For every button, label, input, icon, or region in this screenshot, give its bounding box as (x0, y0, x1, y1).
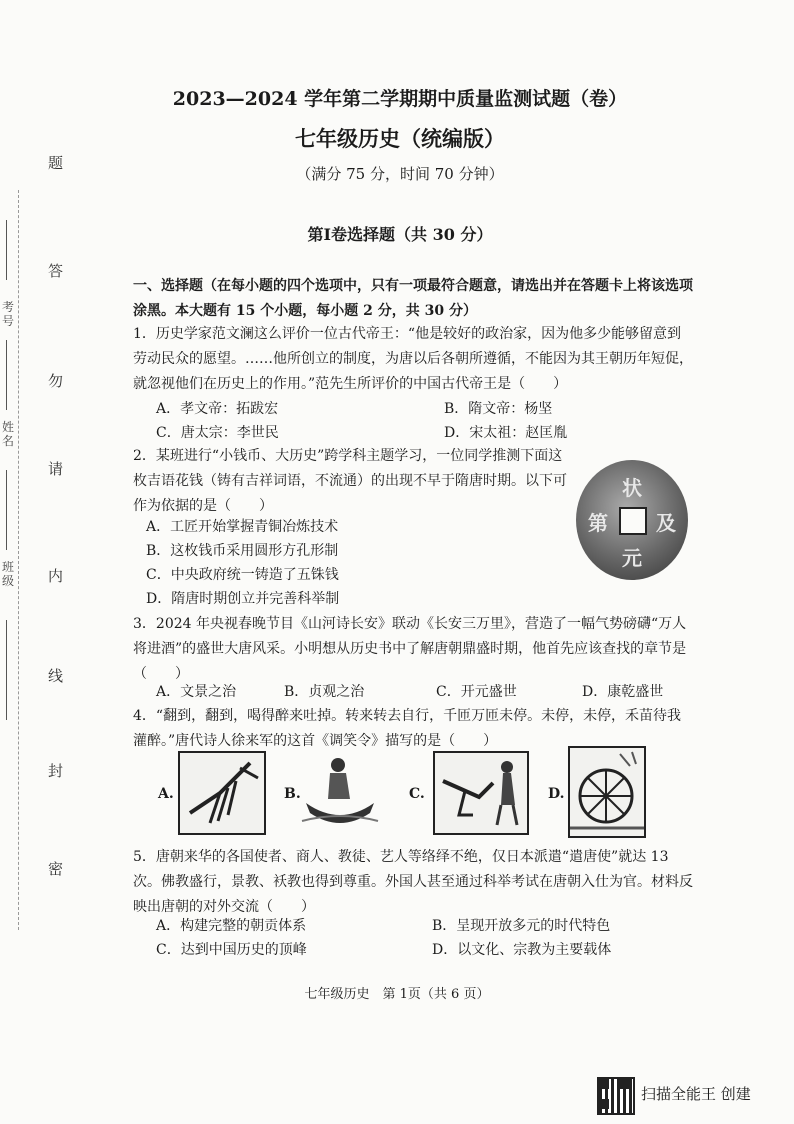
curved-plow-icon (180, 753, 264, 833)
waterwheel-icon (570, 748, 644, 836)
scanner-watermark: 扫描全能王 创建 (641, 1085, 751, 1103)
coin-char: 第 (588, 511, 608, 535)
q5-option-a: A．构建完整的朝贡体系 (156, 918, 307, 934)
q4-option-c-label: C. (409, 786, 425, 802)
q1-option-a: A．孝文帝：拓跋宏 (156, 401, 279, 417)
q2-option-b: B．这枚钱币采用圆形方孔形制 (146, 543, 339, 559)
question-2-stem: 2．某班进行“小钱币、大历史”跨学科主题学习，一位同学推测下面这枚吉语花钱（铸有吉祥词语，不流通）的出现不早于隋唐时期。以下可作为依据的是（ ） (133, 448, 567, 514)
section-instruction (133, 274, 693, 324)
exam-note: （满分 75 分，时间 70 分钟） (296, 165, 504, 183)
q4-option-a-label: A. (158, 786, 174, 802)
binding-char: 内 (48, 567, 64, 585)
q2-option-c: C．中央政府统一铸造了五铢钱 (146, 567, 339, 583)
exam-title: 2023—2024 学年第二学期期中质量监测试题（卷） (172, 88, 628, 110)
coin-char: 元 (622, 546, 642, 570)
question-3-stem: 3．2024 年央视春晚节目《山河诗长安》联动《长安三万里》，营造了一幅气势磅礴“万人将进酒”的盛世大唐风采。小明想从历史书中了解唐朝鼎盛时期，他首先应该查找的章节是（ ） (133, 616, 687, 682)
section-title: 第Ⅰ卷选择题（共 30 分） (307, 225, 493, 244)
page-footer: 七年级历史 第 1页（共 6 页） (304, 987, 490, 1002)
q5-option-b: B．呈现开放多元的时代特色 (432, 918, 611, 934)
binding-margin (0, 0, 100, 1124)
curved-plow-image (178, 751, 266, 835)
q4-option-d-label: D. (548, 786, 565, 802)
coin-char: 状 (622, 476, 642, 500)
qr-code-icon (597, 1077, 635, 1115)
name-mark: 姓名 (2, 420, 15, 448)
q3-option-d: D．康乾盛世 (582, 684, 664, 700)
coin-square-hole (619, 507, 647, 535)
binding-char: 封 (48, 762, 64, 780)
fill-line (6, 340, 7, 410)
instruction-text: 一、选择题（在每小题的四个选项中，只有一项最符合题意，请选出并在答题卡上将该选项涂黑。本大题有 15 个小题，每小题 2 分，共 30 分） (133, 278, 693, 319)
binding-char: 答 (48, 262, 64, 280)
exam-subtitle: 七年级历史（统编版） (295, 126, 505, 151)
binding-char: 题 (48, 154, 64, 172)
binding-dashed-line (18, 190, 19, 930)
coin-image (576, 460, 688, 580)
q4-option-b-label: B. (284, 786, 301, 802)
plough-farmer-icon (435, 753, 527, 833)
binding-char: 勿 (48, 372, 64, 390)
binding-char: 密 (48, 860, 64, 878)
binding-char: 线 (48, 667, 64, 685)
question-1-stem: 1．历史学家范文澜这么评价一位古代帝王：“他是较好的政治家，因为他多少能够留意到劳动民众的愿望。……他所创立的制度，为唐以后各朝所遵循，不能因为其王朝历年短促，就忽视他们在历史上的作用。”范先生所评价的中国古代帝王是（ ） (133, 326, 693, 392)
q2-option-d: D．隋唐时期创立并完善科举制 (146, 591, 340, 607)
plough-farmer-image (433, 751, 529, 835)
binding-char: 请 (48, 460, 64, 478)
q3-option-c: C．开元盛世 (436, 684, 517, 700)
fill-line (6, 220, 7, 280)
exam-number-mark: 考号 (2, 300, 15, 328)
waterwheel-image (568, 746, 646, 838)
q3-option-a: A．文景之治 (156, 684, 237, 700)
q1-option-b: B．隋文帝：杨坚 (444, 401, 553, 417)
boat-person-image (300, 751, 380, 831)
q5-option-c: C．达到中国历史的顶峰 (156, 942, 307, 958)
q5-option-d: D．以文化、宗教为主要载体 (432, 942, 612, 958)
q1-option-c: C．唐太宗：李世民 (156, 425, 279, 441)
q1-option-d: D．宋太祖：赵匡胤 (444, 425, 568, 441)
question-4-stem: 4．“翻到，翻到，喝得醉来吐掉。转来转去自行，千匝万匝未停。未停，未停，禾苗待我灌醉。”唐代诗人徐来军的这首《调笑令》描写的是（ ） (133, 708, 682, 749)
boat-person-icon (300, 751, 380, 831)
fill-line (6, 470, 7, 550)
class-mark: 班级 (2, 560, 15, 588)
coin-char: 及 (656, 511, 676, 535)
fill-line (6, 620, 7, 720)
q3-option-b: B．贞观之治 (284, 684, 365, 700)
question-5-stem: 5．唐朝来华的各国使者、商人、教徒、艺人等络绎不绝，仅日本派遣“遣唐使”就达 13 次。佛教盛行，景教、袄教也得到尊重。外国人甚至通过科举考试在唐朝入仕为官。材料反映出唐朝的对外交流（ ） (133, 849, 693, 915)
q2-option-a: A．工匠开始掌握青铜冶炼技术 (146, 519, 339, 535)
exam-header (120, 72, 680, 245)
